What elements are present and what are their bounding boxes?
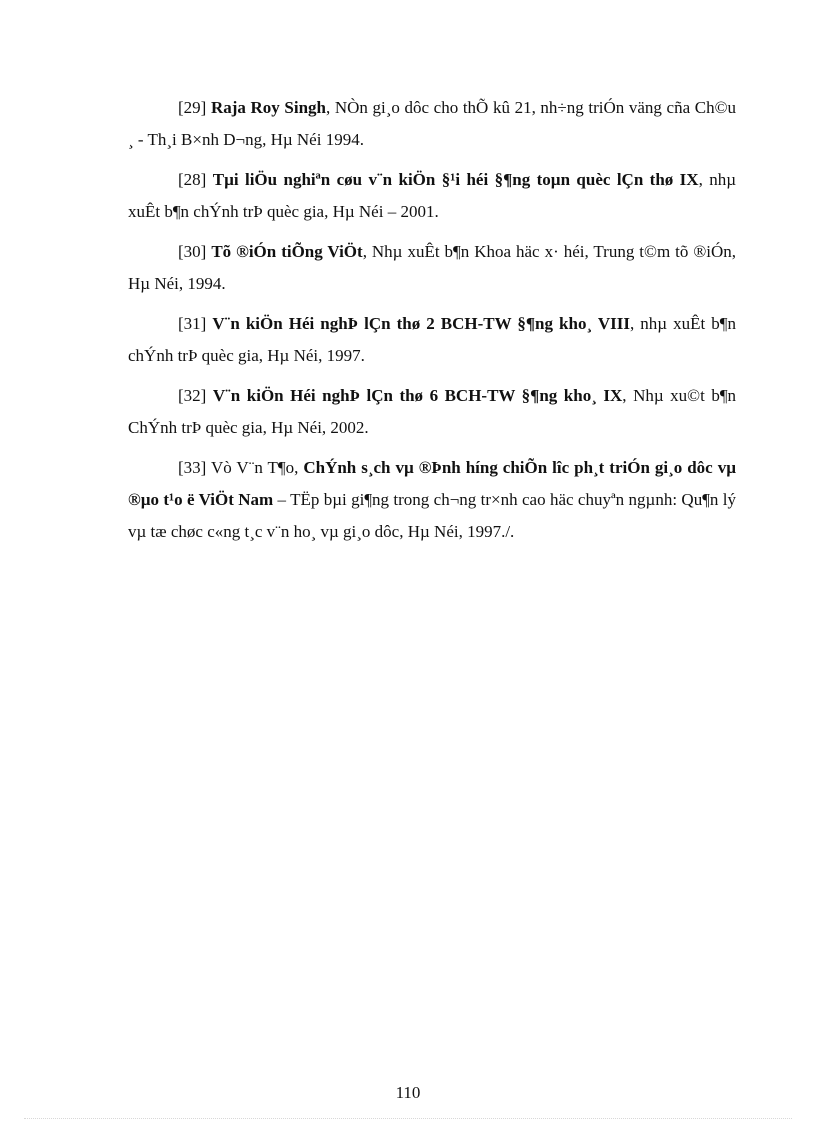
reference-item <box>128 308 736 372</box>
reference-number: [30] <box>178 242 207 261</box>
reference-details: , Nhµ xuÊt b¶n Khoa häc x· héi, Trung t©m tõ ®iÓn, Hµ Néi, 1994. <box>128 242 737 293</box>
reference-number: [29] <box>178 98 207 117</box>
reference-title: V¨n kiÖn Héi nghÞ lÇn thø 6 BCH-TW §¶ng kho¸ IX <box>212 386 623 405</box>
reference-number: [32] <box>178 386 207 405</box>
reference-author: Vò V¨n T¶o, <box>211 458 304 477</box>
reference-title: Tõ ®iÓn tiÕng ViÖt <box>211 242 363 261</box>
reference-title: Tµi liÖu nghiªn cøu v¨n kiÖn §¹i héi §¶ng toµn quèc lÇn thø IX <box>212 170 699 189</box>
reference-list <box>128 92 736 556</box>
reference-item <box>128 452 736 548</box>
reference-details: , nhµ xuÊt b¶n chÝnh trÞ quèc gia, Hµ Néi, 1997. <box>128 314 736 365</box>
page-number: 110 <box>395 1083 421 1102</box>
page-bottom-divider <box>24 1118 792 1119</box>
reference-title: ChÝnh s¸ch vµ ®Þnh híng chiÕn lîc ph¸t triÓn gi¸o dôc vµ ®µo t¹o ë ViÖt Nam <box>128 458 736 509</box>
reference-title: Raja Roy Singh <box>210 98 326 117</box>
reference-details: – TËp bµi gi¶ng trong ch¬ng tr×nh cao häc chuyªn ngµnh: Qu¶n lý vµ tæ chøc c«ng t¸c v¨n ho¸ vµ gi¸o dôc, Hµ Néi, 1997./. <box>128 490 736 541</box>
reference-number: [28] <box>178 170 207 189</box>
reference-item <box>128 380 736 444</box>
reference-item <box>128 164 736 228</box>
reference-title: V¨n kiÖn Héi nghÞ lÇn thø 2 BCH-TW §¶ng kho¸ VIII <box>212 314 630 333</box>
reference-details: , Nhµ xu©t b¶n ChÝnh trÞ quèc gia, Hµ Néi, 2002. <box>128 386 737 437</box>
reference-number: [33] <box>178 458 207 477</box>
reference-details: , NÒn gi¸o dôc cho thÕ kû 21, nh÷ng triÓn väng cña Ch©u ¸ - Th¸i B×nh D¬ng, Hµ Néi 1994. <box>128 98 736 149</box>
reference-details: , nhµ xuÊt b¶n chÝnh trÞ quèc gia, Hµ Néi – 2001. <box>128 170 737 221</box>
reference-number: [31] <box>178 314 207 333</box>
reference-item <box>128 236 736 300</box>
reference-item <box>128 92 736 156</box>
